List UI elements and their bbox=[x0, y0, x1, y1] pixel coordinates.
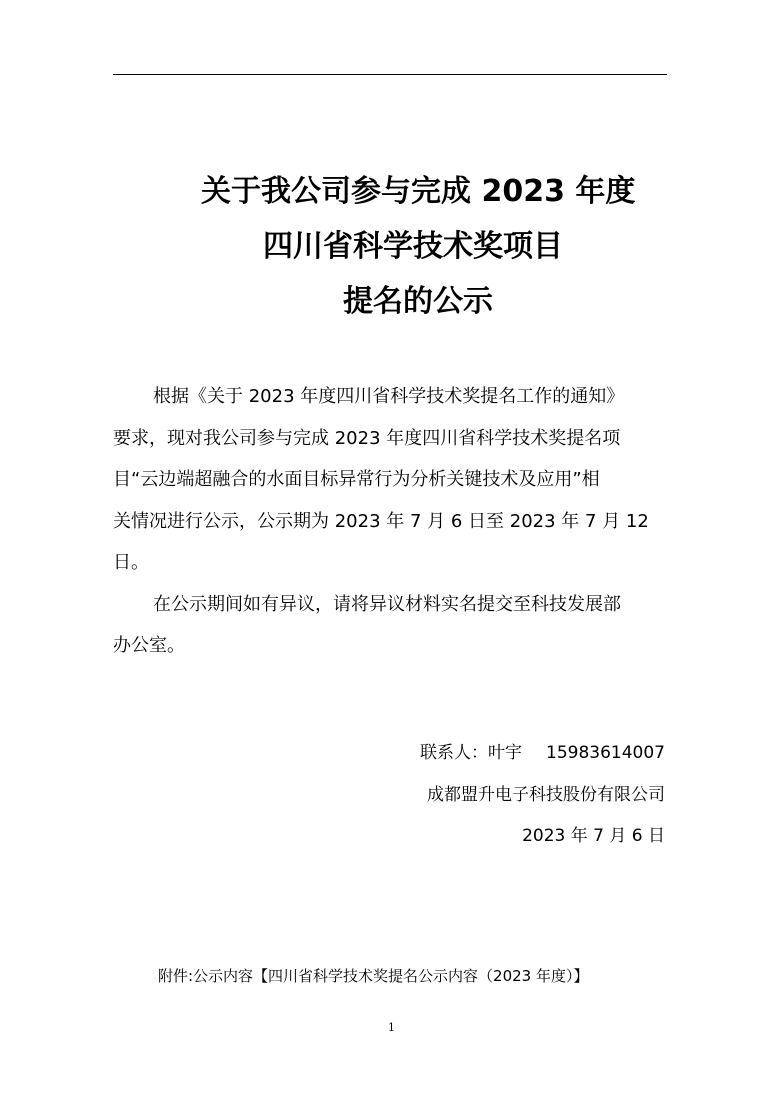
document-body bbox=[113, 376, 667, 667]
paragraph-1-line: 关情况进行公示，公示期为 2023 年 7 月 6 日至 2023 年 7 月 12 bbox=[113, 510, 649, 532]
paragraph-1 bbox=[113, 376, 667, 584]
contact-label: 联系人：叶宇 bbox=[420, 743, 523, 763]
title-line-3: 提名的公示 bbox=[343, 284, 493, 319]
paragraph-2-line: 在公示期间如有异议，请将异议材料实名提交至科技发展部 bbox=[153, 593, 621, 615]
paragraph-1-line: 目“云边端超融合的水面目标异常行为分析关键技术及应用”相 bbox=[113, 469, 600, 490]
paragraph-1-line: 要求，现对我公司参与完成 2023 年度四川省科学技术奖提名项 bbox=[113, 427, 621, 449]
company-name: 成都盟升电子科技股份有限公司 bbox=[427, 784, 665, 805]
contact-line bbox=[113, 733, 665, 775]
paragraph-1-line: 根据《关于 2023 年度四川省科学技术奖提名工作的通知》 bbox=[153, 386, 625, 407]
signature-date: 2023 年 7 月 6 日 bbox=[522, 826, 665, 846]
contact-phone: 15983614007 bbox=[546, 743, 665, 763]
paragraph-2-line: 办公室。 bbox=[113, 635, 185, 656]
title-line-1: 关于我公司参与完成 2023 年度 bbox=[201, 174, 636, 209]
paragraph-2 bbox=[113, 584, 667, 667]
document-title bbox=[113, 164, 667, 329]
title-line-2: 四川省科学技术奖项目 bbox=[263, 229, 563, 264]
header-rule bbox=[113, 74, 667, 75]
page-number: 1 bbox=[388, 1021, 395, 1034]
paragraph-1-line: 日。 bbox=[113, 552, 149, 573]
attachment-note: 附件:公示内容【四川省科学技术奖提名公示内容（2023 年度）】 bbox=[158, 967, 589, 985]
signature-block bbox=[113, 733, 665, 858]
